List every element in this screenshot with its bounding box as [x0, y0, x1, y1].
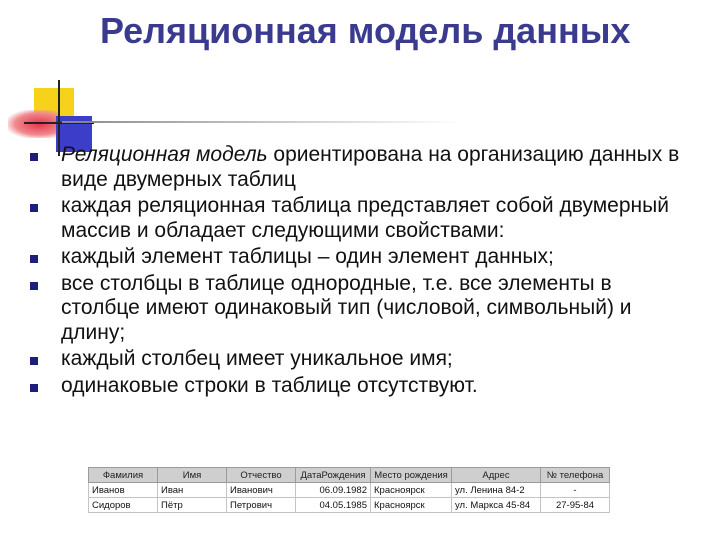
page-title: Реляционная модель данных [100, 10, 631, 51]
list-item-text: каждый элемент таблицы – один элемент данных; [61, 245, 554, 268]
bullet-marker [30, 204, 38, 212]
bullet-marker [30, 153, 38, 161]
table-cell: Иванович [227, 483, 296, 498]
table-cell: Красноярск [371, 483, 452, 498]
list-item [30, 347, 690, 372]
table-cell: 04.05.1985 [296, 498, 371, 513]
table-cell: - [541, 483, 610, 498]
list-item [30, 374, 690, 399]
list-item-text: все столбцы в таблице однородные, т.е. все элементы в столбце имеют одинаковый тип (числовой, символьный) и длину; [61, 271, 632, 344]
list-item-text: одинаковые строки в таблице отсутствуют. [61, 373, 478, 397]
list-item-text: каждый столбец имеет уникальное имя; [61, 347, 453, 370]
table-cell: Сидоров [89, 498, 158, 513]
list-item-italic: Реляционная модель [61, 143, 268, 166]
relation-table [88, 467, 610, 513]
table-header-row [89, 468, 610, 483]
column-header: Отчество [227, 468, 296, 483]
list-item [30, 194, 690, 243]
column-header: Адрес [452, 468, 541, 483]
title-divider [62, 121, 462, 123]
logo-red-glow [8, 110, 60, 138]
table-cell: Иван [158, 483, 227, 498]
table-cell: 27-95-84 [541, 498, 610, 513]
table-cell: 06.09.1982 [296, 483, 371, 498]
bullet-marker [30, 255, 38, 263]
bullet-marker [30, 384, 38, 392]
table-cell: ул. Ленина 84-2 [452, 483, 541, 498]
column-header: Фамилия [89, 468, 158, 483]
table-cell: ул. Маркса 45-84 [452, 498, 541, 513]
column-header: № телефона [541, 468, 610, 483]
table-row [89, 498, 610, 513]
table-cell: Петрович [227, 498, 296, 513]
list-item [30, 143, 690, 192]
table-cell: Пётр [158, 498, 227, 513]
column-header: ДатаРождения [296, 468, 371, 483]
column-header: Имя [158, 468, 227, 483]
table-cell: Иванов [89, 483, 158, 498]
bullet-marker [30, 282, 38, 290]
list-item [30, 272, 690, 346]
list-item-text: каждая реляционная таблица представляет собой двумерный массив и обладает следующими свойствами: [61, 194, 669, 242]
bullet-marker [30, 357, 38, 365]
bullet-list [30, 143, 690, 400]
list-item [30, 245, 690, 270]
table-row [89, 483, 610, 498]
column-header: Место рождения [371, 468, 452, 483]
table-cell: Красноярск [371, 498, 452, 513]
list-item-text: ориентирована на организацию данных в виде двумерных таблиц [61, 143, 680, 191]
